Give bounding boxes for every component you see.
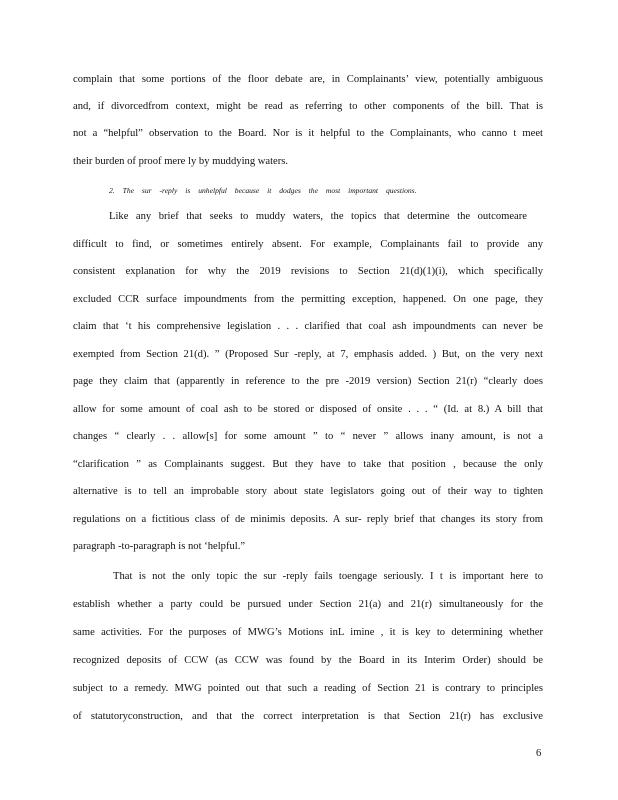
paragraph-2-line-10: “clarification ” as Complainants suggest. But they have to take that position , because the only: [73, 459, 543, 470]
paragraph-1-line-3: not a “helpful” observation to the Board. Nor is it helpful to the Complainants, who canno t meet: [73, 128, 543, 139]
paragraph-3-line-4: recognized deposits of CCW (as CCW was found by the Board in its Interim Order) should be: [73, 655, 543, 666]
paragraph-2-line-12: regulations on a fictitious class of de minimis deposits. A sur- reply brief that changes its story from: [73, 514, 543, 525]
paragraph-3-line-5: subject to a remedy. MWG pointed out that such a reading of Section 21 is contrary to principles: [73, 683, 543, 694]
paragraph-3-line-6: of statutoryconstruction, and that the correct interpretation is that Section 21(r) has exclusive: [73, 711, 543, 722]
paragraph-2-line-11: alternative is to tell an improbable story about state legislators going out of their way to tighten: [73, 486, 543, 497]
paragraph-2-line-9: changes “ clearly . . allow[s] for some amount ” to “ never ” allows inany amount, is not a: [73, 431, 543, 442]
paragraph-2-line-4: excluded CCR surface impoundments from the permitting exception, happened. On one page, they: [73, 294, 543, 305]
paragraph-2-line-5: claim that ‘t his comprehensive legislation . . . clarified that coal ash impoundments can never be: [73, 321, 543, 332]
paragraph-2-line-3: consistent explanation for why the 2019 revisions to Section 21(d)(1)(i), which specifically: [73, 266, 543, 277]
paragraph-3-line-1: That is not the only topic the sur -reply fails toengage seriously. I t is important here to: [113, 571, 543, 582]
paragraph-2-line-2: difficult to find, or sometimes entirely absent. For example, Complainants fail to provide any: [73, 239, 543, 250]
paragraph-2-line-7: page they claim that (apparently in reference to the pre -2019 version) Section 21(r) “clearly does: [73, 376, 543, 387]
paragraph-2-line-1: Like any brief that seeks to muddy waters, the topics that determine the outcomeare: [109, 211, 527, 222]
section-heading: 2. The sur -reply is unhelpful because it dodges the most important questions.: [109, 186, 417, 195]
paragraph-2-line-6: exempted from Section 21(d). ” (Proposed Sur -reply, at 7, emphasis added. ) But, on the very next: [73, 349, 543, 360]
paragraph-1-line-2: and, if divorcedfrom context, might be read as referring to other components of the bill. That is: [73, 101, 543, 112]
page-number: 6: [536, 748, 542, 759]
paragraph-3-line-2: establish whether a party could be pursued under Section 21(a) and 21(r) simultaneously for the: [73, 599, 543, 610]
paragraph-2-line-13: paragraph -to-paragraph is not ‘helpful.”: [73, 541, 246, 552]
paragraph-3-line-3: same activities. For the purposes of MWG’s Motions inL imine , it is key to determining whether: [73, 627, 543, 638]
paragraph-1-line-4: their burden of proof mere ly by muddying waters.: [73, 156, 289, 167]
paragraph-1-line-1: complain that some portions of the floor debate are, in Complainants’ view, potentially ambiguous: [73, 74, 543, 85]
paragraph-2-line-8: allow for some amount of coal ash to be stored or disposed of onsite . . . “ (Id. at 8.) A bill that: [73, 404, 543, 415]
